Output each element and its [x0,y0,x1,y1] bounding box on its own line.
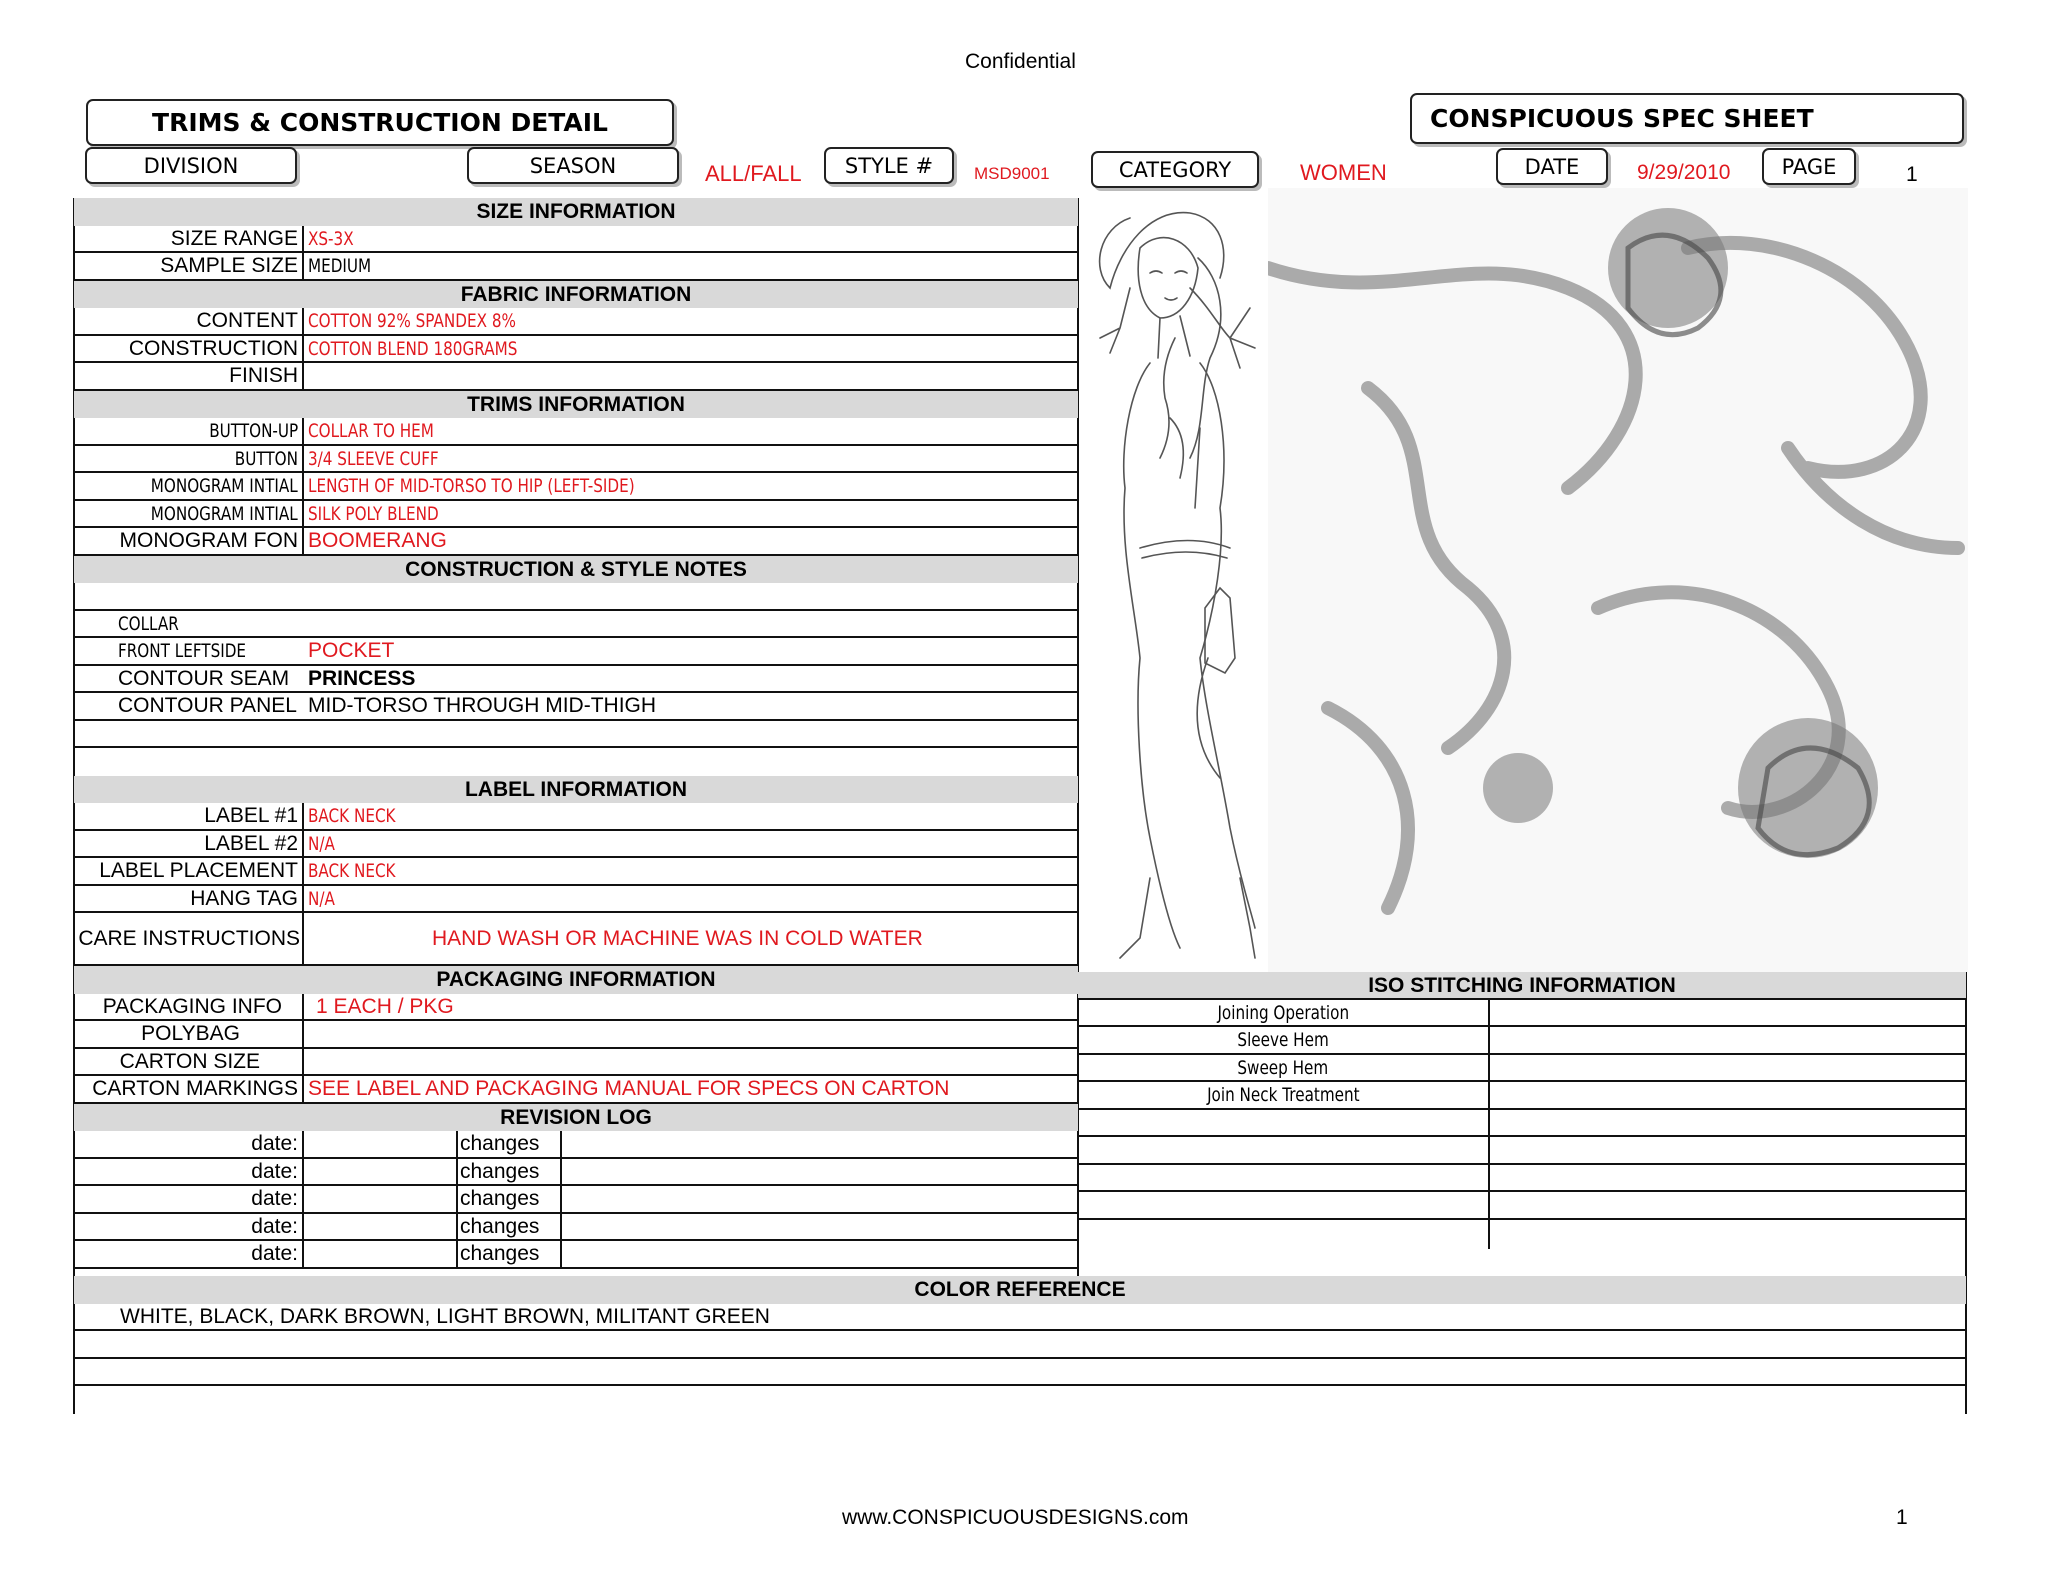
contour-panel-label: CONTOUR PANEL [118,694,297,717]
season-value: ALL/FALL [705,161,802,186]
table-row [74,528,1078,556]
fashion-sketch-illustration [1080,188,1268,972]
table-row [74,1076,1078,1104]
size-range-label: SIZE RANGE [170,226,298,250]
table-row [74,886,1078,914]
revision-changes-label: changes [460,1187,540,1210]
page-value: 1 [1906,163,1918,186]
table-row [74,1049,1078,1077]
trim-value: 3/4 SLEEVE CUFF [308,447,439,470]
polybag-label: POLYBAG [141,1022,240,1045]
color-reference-value: WHITE, BLACK, DARK BROWN, LIGHT BROWN, MILITANT GREEN [120,1304,770,1328]
trim-label: MONOGRAM INTIAL [151,502,298,525]
label-1-value: BACK NECK [308,805,396,827]
label-placement-value: BACK NECK [308,860,396,882]
care-instructions-label: CARE INSTRUCTIONS [78,927,300,950]
style-value: MSD9001 [974,164,1050,183]
iso-stitching-table [1078,972,1966,1247]
table-row [74,994,1078,1022]
carton-size-label: CARTON SIZE [119,1049,260,1073]
contour-seam-label: CONTOUR SEAM [118,666,290,690]
table-row [74,1131,1078,1159]
document-title: TRIMS & CONSTRUCTION DETAIL [86,99,674,146]
trim-value: LENGTH OF MID-TORSO TO HIP (LEFT-SIDE) [308,475,635,497]
table-row [1078,1027,1966,1055]
table-row [74,473,1078,501]
table-row [1078,1000,1966,1028]
label-2-value: N/A [308,832,335,855]
spec-table [74,198,1078,1269]
revision-date-label: date: [251,1132,298,1155]
table-row [74,1359,1966,1387]
sample-size-value: MEDIUM [308,255,372,277]
table-row [74,446,1078,474]
monogram-font-value: BOOMERANG [308,529,447,552]
packaging-info-label: PACKAGING INFO [102,994,282,1018]
label-placement-label: LABEL PLACEMENT [99,859,298,882]
brand-title: CONSPICUOUS SPEC SHEET [1410,93,1964,144]
table-row [74,583,1078,611]
section-header-size: SIZE INFORMATION [74,198,1078,226]
table-row [1078,1110,1966,1138]
construction-value: COTTON BLEND 180GRAMS [308,337,518,360]
category-label: CATEGORY [1091,151,1259,188]
revision-changes-label: changes [460,1214,540,1238]
section-header-trims: TRIMS INFORMATION [74,391,1078,419]
section-header-fabric: FABRIC INFORMATION [74,281,1078,309]
table-row [1078,1055,1966,1083]
revision-date-label: date: [251,1242,298,1265]
section-header-iso: ISO STITCHING INFORMATION [1078,972,1966,1000]
content-label: CONTENT [196,309,298,332]
date-label: DATE [1496,148,1608,185]
color-reference-table [74,1276,1966,1386]
trim-label: BUTTON-UP [209,420,298,442]
revision-date-label: date: [251,1214,298,1238]
finish-label: FINISH [229,364,298,387]
hang-tag-label: HANG TAG [190,886,298,910]
iso-operation-label: Sleeve Hem [1237,1029,1329,1051]
table-row [74,638,1078,666]
care-instructions-value: HAND WASH OR MACHINE WAS IN COLD WATER [432,927,923,950]
trim-value: SILK POLY BLEND [308,502,439,525]
table-row [74,1241,1078,1269]
section-header-packaging: PACKAGING INFORMATION [74,966,1078,994]
table-row [74,308,1078,336]
table-row [1078,1192,1966,1220]
revision-changes-label: changes [460,1242,540,1265]
table-row [1078,1137,1966,1165]
contour-seam-value: PRINCESS [308,666,416,690]
table-row [74,336,1078,364]
table-row [74,803,1078,831]
iso-operation-label: Join Neck Treatment [1206,1084,1360,1106]
sample-size-label: SAMPLE SIZE [160,254,298,277]
monogram-font-label: MONOGRAM FON [119,529,298,552]
table-row [74,693,1078,721]
carton-markings-value: SEE LABEL AND PACKAGING MANUAL FOR SPECS ON CARTON [308,1077,950,1100]
table-row [1078,1165,1966,1193]
table-row [74,858,1078,886]
revision-changes-label: changes [460,1132,540,1155]
table-row [74,748,1078,776]
trim-label: MONOGRAM INTIAL [151,475,298,497]
revision-date-label: date: [251,1159,298,1183]
construction-label: CONSTRUCTION [128,336,298,360]
table-row [1078,1220,1966,1248]
table-row [1078,1082,1966,1110]
carton-markings-label: CARTON MARKINGS [92,1077,298,1100]
hang-tag-value: N/A [308,887,335,910]
footer-page-number: 1 [1896,1506,1908,1529]
content-value: COTTON 92% SPANDEX 8% [308,310,516,332]
division-label: DIVISION [85,147,297,184]
section-header-label: LABEL INFORMATION [74,776,1078,804]
section-header-revision: REVISION LOG [74,1104,1078,1132]
table-row [74,418,1078,446]
trim-value: COLLAR TO HEM [308,420,434,442]
revision-changes-label: changes [460,1159,540,1183]
revision-date-label: date: [251,1187,298,1210]
table-row [74,611,1078,639]
style-label: STYLE # [824,147,954,184]
date-value: 9/29/2010 [1637,161,1731,184]
label-2-label: LABEL #2 [204,831,298,855]
table-row [74,666,1078,694]
table-row [74,831,1078,859]
table-row [74,1186,1078,1214]
trim-label: BUTTON [234,447,298,470]
floral-sketch-illustration [1268,188,1968,972]
iso-operation-label: Joining Operation [1217,1001,1349,1024]
category-value: WOMEN [1300,160,1387,185]
table-row [74,253,1078,281]
size-range-value: XS-3X [308,227,354,250]
packaging-info-value: 1 EACH / PKG [316,994,454,1018]
table-row [74,1159,1078,1187]
season-label: SEASON [467,147,679,184]
table-row [74,721,1078,749]
table-row [74,1304,1966,1332]
table-row [74,501,1078,529]
iso-operation-label: Sweep Hem [1237,1056,1329,1079]
table-row [74,363,1078,391]
label-1-label: LABEL #1 [204,804,298,827]
confidential-text: Confidential [965,50,1076,73]
page-label: PAGE [1762,148,1856,185]
front-leftside-value: POCKET [308,639,395,662]
collar-label: COLLAR [118,612,179,635]
table-row [74,1331,1966,1359]
front-leftside-label: FRONT LEFTSIDE [118,640,247,662]
section-header-color: COLOR REFERENCE [74,1276,1966,1304]
contour-panel-value: MID-TORSO THROUGH MID-THIGH [308,694,657,717]
table-row [74,1214,1078,1242]
footer-url: www.CONSPICUOUSDESIGNS.com [842,1506,1189,1529]
table-row [74,913,1078,966]
section-header-construction: CONSTRUCTION & STYLE NOTES [74,556,1078,584]
table-row [74,226,1078,254]
table-row [74,1021,1078,1049]
